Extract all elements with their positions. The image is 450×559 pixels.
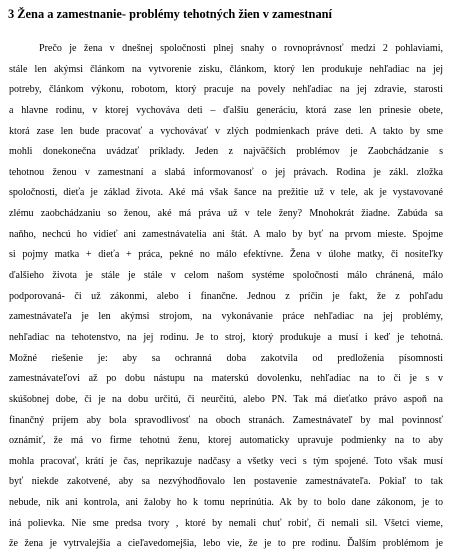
paragraph-line: skúšobnej dobe, či je na dobu určitú, či neurčitú, alebo PN. Tak má dieťatko právo aspoň na (9, 393, 443, 405)
paragraph-line: zamestnávateľovi až po dobu nástupu na materskú dovolenku, nehľadiac na to či je s v (9, 373, 443, 385)
section-heading: 3 Žena a zamestnanie- problémy tehotných žien v zamestnaní (8, 7, 332, 21)
paragraph-line: mohli donekonečna uvádzať príklady. Jeden z najväčších problémov je Zaobchádzanie s (9, 146, 443, 158)
paragraph-line: a hlavne rodinu, v ktorej vychováva deti – ďalšiu generáciu, ktorá zase len prinesie obete, (9, 104, 443, 116)
paragraph-line: nehľadiac na tehotenstvo, na jej rodinu. Je to stroj, ktorý produkuje a musí i keď je tehotná. (9, 331, 443, 343)
paragraph-line: finančný príjem aby bola spravodlivosť na oboch stranách. Zamestnávateľ by mal povinnosť (9, 414, 443, 426)
paragraph-line: podporovaná- či už zákonmi, alebo i finančne. Jednou z príčin je fakt, že z pohľadu (9, 290, 443, 302)
paragraph-line: iná polievka. Nie sme predsa tvory , ktoré by nemali chuť robiť, či nemali sil. Všetci vieme, (9, 517, 443, 529)
paragraph-line: zamestnávateľa je len akýmsi strojom, na vykonávanie práce nehľadiac na jej problémy, (9, 311, 443, 323)
paragraph-line: si pojmy matka + dieťa + práca, pekné no málo efektívne. Žena v úlohe matky, či nositeľky (9, 249, 443, 261)
paragraph-line: Prečo je žena v dnešnej spoločnosti plnej snahy o rovnoprávnosť medzi 2 pohlaviami, (39, 43, 443, 54)
body-paragraph (9, 39, 443, 555)
paragraph-line: že žena je vytrvalejšia a cieľavedomejšia, lebo vie, že je to pre rodinu. Ďalším problémom je (9, 538, 443, 550)
paragraph-line: stále len akýmsi článkom na vytvorenie zisku, článkom, ktorý len produkuje nehľadiac na jej (9, 63, 443, 75)
paragraph-line: spoločnosti, dieťa je základ života. Aké má však šance na prežitie už v tele, ak je vystavované (9, 187, 443, 199)
paragraph-line: potreby, článkom výkonu, robotom, ktorý pracuje na povely nehľadiac na jej zdravie, starosti (9, 84, 443, 96)
paragraph-line: tehotnou ženou v zamestnaní a slabá informovanosť o jej právach. Rodina je zákl. zložka (9, 166, 443, 178)
paragraph-line: byť niekde zakotvené, aby sa nezvýhodňovalo len postavenie zamestnávateľa. Pokiaľ to tak (9, 476, 443, 488)
paragraph-line: Možné riešenie je: aby sa ochranná doba zakotvila od predloženia písomnosti (9, 352, 443, 364)
paragraph-line: zlému zaobchádzaniu so ženou, aké má práva už v tele ženy? Mnohokrát žiadne. Zabúda sa (9, 208, 443, 220)
paragraph-line: naňho, nechcú ho vidieť ani zamestnávatelia ani štát. A malo by byť na prvom mieste. Spojme (9, 228, 443, 240)
paragraph-line: oznámiť, že má vo firme tehotnú ženu, ktorej automaticky upravuje podmienky na to aby (9, 435, 443, 447)
paragraph-line: nebude, nik ani kontrola, ani žaloby ho k tomu neprinútia. Ak by to bolo dane zákonom, je to (9, 497, 443, 509)
paragraph-line: mohla pracovať, krátí je čas, neprikazuje nadčasy a všetky veci s tým spojené. Toto však musí (9, 455, 443, 467)
paragraph-line: ďalšieho života je stále je stále v celom našom systéme spoločnosti málo chránená, málo (9, 270, 443, 282)
paragraph-line: ktorá zase len bude pracovať a vychovávať v zlých podmienkach práve deti. A takto by sme (9, 125, 443, 137)
